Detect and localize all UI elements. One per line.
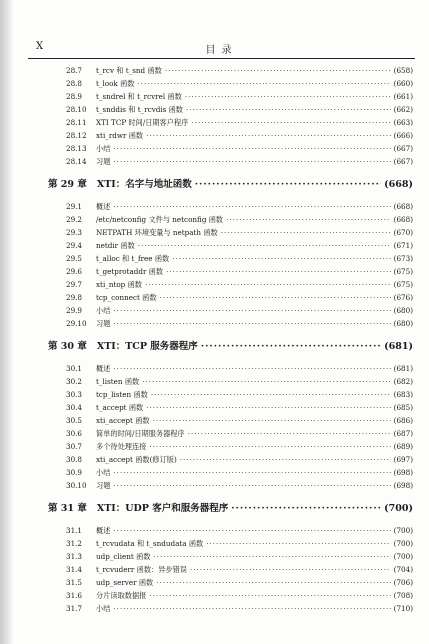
- section-page-ref: (658): [393, 66, 413, 75]
- dot-leader: [156, 576, 390, 589]
- section-title: t_accept 函数: [96, 403, 144, 412]
- section-number: 31.6: [66, 591, 83, 600]
- dot-leader: [137, 77, 390, 90]
- section-title: 习题: [96, 319, 111, 328]
- section-number: 29.3: [66, 228, 83, 237]
- dot-leader: [146, 401, 390, 414]
- dot-leader: [188, 427, 391, 440]
- section-page-ref: (698): [393, 481, 413, 490]
- toc-entry: [28, 252, 413, 265]
- section-number: 30.7: [66, 442, 83, 451]
- section-title: xti_rdwr 函数: [96, 131, 144, 140]
- dot-leader: [145, 278, 391, 291]
- section-title: t_sndrel 和 t_rcvrel 函数: [96, 92, 182, 101]
- dot-leader: [186, 103, 391, 116]
- dot-leader: [166, 265, 391, 278]
- chapter-title: XTI：UDP 客户和服务器程序: [96, 503, 229, 514]
- dot-leader: [149, 440, 390, 453]
- section-number: 31.1: [66, 526, 83, 535]
- dot-leader: [206, 537, 390, 550]
- section-number: 30.2: [66, 377, 83, 386]
- section-title: 多个待处理连接: [96, 442, 147, 451]
- dot-leader: [172, 252, 390, 265]
- dot-leader: [191, 116, 390, 129]
- toc-entry: [28, 414, 413, 427]
- section-number: 28.12: [66, 131, 87, 140]
- dot-leader: [153, 550, 390, 563]
- toc-entry: [28, 213, 413, 226]
- section-page-ref: (675): [393, 267, 413, 276]
- toc-entry: [28, 200, 413, 213]
- section-page-ref: (710): [393, 604, 413, 613]
- dot-leader: [113, 200, 390, 213]
- section-number: 30.10: [66, 481, 87, 490]
- chapter-heading: [28, 174, 413, 196]
- section-page-ref: (660): [393, 79, 413, 88]
- toc-entry: [28, 563, 413, 576]
- toc-entry: [28, 142, 413, 155]
- section-title: NETPATH 环境变量与 netpath 函数: [96, 228, 218, 237]
- toc-entry: [28, 453, 413, 466]
- chapter-number: 第 29 章: [48, 179, 87, 190]
- section-page-ref: (670): [393, 228, 413, 237]
- dot-leader: [153, 414, 391, 427]
- dot-leader: [226, 213, 391, 226]
- header-rule: [28, 58, 415, 59]
- section-title: t_snddis 和 t_rcvdis 函数: [96, 105, 183, 114]
- dot-leader: [113, 362, 390, 375]
- chapter-heading: [28, 336, 413, 358]
- section-number: 30.6: [66, 429, 83, 438]
- toc-entry: [28, 304, 413, 317]
- section-page-ref: (666): [393, 131, 413, 140]
- dot-leader: [113, 524, 390, 537]
- page-title: 目录: [205, 45, 238, 56]
- section-number: 31.7: [66, 604, 83, 613]
- section-title: xti_accept 函数: [96, 416, 150, 425]
- section-number: 28.10: [66, 105, 87, 114]
- section-title: udp_server 函数: [96, 578, 154, 587]
- section-title: 分片读取数据报: [96, 591, 147, 600]
- dot-leader: [151, 388, 391, 401]
- section-number: 31.2: [66, 539, 83, 548]
- toc-entry: [28, 602, 413, 615]
- section-title: 简单的时间/日期服务器程序: [96, 429, 185, 438]
- section-page-ref: (683): [393, 390, 413, 399]
- toc-entry: [28, 129, 413, 142]
- section-title: xti_ntop 函数: [96, 280, 142, 289]
- dot-leader: [160, 291, 391, 304]
- section-number: 28.13: [66, 144, 87, 153]
- section-number: 30.9: [66, 468, 83, 477]
- section-number: 31.5: [66, 578, 83, 587]
- section-number: 29.5: [66, 254, 83, 263]
- section-number: 29.10: [66, 319, 87, 328]
- section-title: 习题: [96, 157, 111, 166]
- section-page-ref: (661): [393, 92, 413, 101]
- section-number: 29.1: [66, 202, 83, 211]
- section-number: 28.11: [66, 118, 87, 127]
- table-of-contents: [28, 64, 413, 615]
- toc-entry: [28, 278, 413, 291]
- section-number: 29.6: [66, 267, 83, 276]
- section-number: 29.4: [66, 241, 83, 250]
- section-number: 31.3: [66, 552, 83, 561]
- section-page-ref: (700): [393, 539, 413, 548]
- section-page-ref: (698): [393, 468, 413, 477]
- section-title: xti_accept 函数(修订版): [96, 455, 177, 464]
- dot-leader: [113, 466, 390, 479]
- section-title: t_rcvudata 和 t_sndudata 函数: [96, 539, 204, 548]
- section-title: t_alloc 和 t_free 函数: [96, 254, 170, 263]
- section-page-ref: (682): [393, 377, 413, 386]
- section-number: 28.14: [66, 157, 87, 166]
- section-number: 30.3: [66, 390, 83, 399]
- toc-entry: [28, 64, 413, 77]
- toc-entry: [28, 226, 413, 239]
- dot-leader: [195, 174, 381, 196]
- dot-leader: [113, 317, 390, 330]
- chapter-page-ref: (681): [384, 341, 413, 352]
- toc-entry: [28, 239, 413, 252]
- section-number: 30.4: [66, 403, 83, 412]
- toc-entry: [28, 90, 413, 103]
- section-page-ref: (668): [393, 202, 413, 211]
- chapter-number: 第 31 章: [48, 503, 87, 514]
- section-page-ref: (667): [393, 157, 413, 166]
- dot-leader: [231, 498, 381, 520]
- page-header: [28, 37, 415, 57]
- section-page-ref: (700): [393, 526, 413, 535]
- toc-entry: [28, 388, 413, 401]
- dot-leader: [201, 336, 381, 358]
- section-title: tcp_listen 函数: [96, 390, 148, 399]
- section-page-ref: (697): [393, 455, 413, 464]
- toc-entry: [28, 576, 413, 589]
- section-title: 小结: [96, 604, 111, 613]
- dot-leader: [165, 64, 391, 77]
- dot-leader: [221, 226, 391, 239]
- page-number: X: [36, 41, 44, 52]
- dot-leader: [113, 479, 390, 492]
- section-title: 概述: [96, 202, 111, 211]
- section-title: 概述: [96, 364, 111, 373]
- toc-entry: [28, 77, 413, 90]
- section-title: 小结: [96, 306, 111, 315]
- chapter-page-ref: (668): [384, 179, 413, 190]
- dot-leader: [180, 453, 391, 466]
- dot-leader: [142, 375, 390, 388]
- section-page-ref: (671): [393, 241, 413, 250]
- binding-shadow: [0, 0, 14, 644]
- dot-leader: [190, 563, 391, 576]
- chapter-heading: [28, 498, 413, 520]
- section-title: udp_client 函数: [96, 552, 151, 561]
- dot-leader: [113, 602, 390, 615]
- chapter-title: XTI：名字与地址函数: [96, 179, 192, 190]
- chapter-title: XTI：TCP 服务器程序: [96, 341, 198, 352]
- section-page-ref: (687): [393, 429, 413, 438]
- section-page-ref: (662): [393, 105, 413, 114]
- toc-entry: [28, 537, 413, 550]
- section-title: 习题: [96, 481, 111, 490]
- section-page-ref: (700): [393, 552, 413, 561]
- section-page-ref: (706): [393, 578, 413, 587]
- section-number: 28.9: [66, 92, 83, 101]
- toc-entry: [28, 291, 413, 304]
- section-page-ref: (676): [393, 293, 413, 302]
- section-title: 小结: [96, 144, 111, 153]
- section-number: 29.8: [66, 293, 83, 302]
- section-number: 30.1: [66, 364, 83, 373]
- section-page-ref: (708): [393, 591, 413, 600]
- dot-leader: [138, 239, 391, 252]
- section-page-ref: (680): [393, 319, 413, 328]
- dot-leader: [149, 589, 390, 602]
- toc-entry: [28, 375, 413, 388]
- section-page-ref: (689): [393, 442, 413, 451]
- section-number: 29.7: [66, 280, 83, 289]
- toc-entry: [28, 103, 413, 116]
- toc-entry: [28, 116, 413, 129]
- toc-entry: [28, 550, 413, 563]
- toc-entry: [28, 466, 413, 479]
- toc-entry: [28, 427, 413, 440]
- section-title: t_listen 函数: [96, 377, 140, 386]
- section-page-ref: (663): [393, 118, 413, 127]
- section-page-ref: (680): [393, 306, 413, 315]
- section-title: netdir 函数: [96, 241, 135, 250]
- section-title: tcp_connect 函数: [96, 293, 157, 302]
- section-number: 28.8: [66, 79, 83, 88]
- section-number: 28.7: [66, 66, 83, 75]
- section-page-ref: (673): [393, 254, 413, 263]
- dot-leader: [113, 142, 390, 155]
- toc-entry: [28, 265, 413, 278]
- toc-entry: [28, 155, 413, 168]
- dot-leader: [185, 90, 391, 103]
- section-page-ref: (685): [393, 403, 413, 412]
- section-title: XTI TCP 时间/日期客户程序: [96, 118, 189, 127]
- section-title: 概述: [96, 526, 111, 535]
- dot-leader: [146, 129, 391, 142]
- toc-entry: [28, 524, 413, 537]
- section-title: t_look 函数: [96, 79, 135, 88]
- section-number: 30.5: [66, 416, 83, 425]
- section-title: t_rcv 和 t_snd 函数: [96, 66, 162, 75]
- toc-entry: [28, 479, 413, 492]
- section-page-ref: (668): [393, 215, 413, 224]
- chapter-page-ref: (700): [384, 503, 413, 514]
- section-page-ref: (686): [393, 416, 413, 425]
- section-title: 小结: [96, 468, 111, 477]
- section-page-ref: (681): [393, 364, 413, 373]
- section-title: /etc/netconfig 文件与 netconfig 函数: [96, 215, 224, 224]
- dot-leader: [113, 304, 390, 317]
- section-number: 31.4: [66, 565, 83, 574]
- section-title: t_getprotaddr 函数: [96, 267, 164, 276]
- toc-entry: [28, 362, 413, 375]
- toc-entry: [28, 440, 413, 453]
- section-number: 29.9: [66, 306, 83, 315]
- section-title: t_rcvuderr 函数：异步错误: [96, 565, 187, 574]
- toc-entry: [28, 317, 413, 330]
- toc-entry: [28, 401, 413, 414]
- section-page-ref: (704): [393, 565, 413, 574]
- dot-leader: [113, 155, 390, 168]
- section-number: 30.8: [66, 455, 83, 464]
- section-page-ref: (667): [393, 144, 413, 153]
- chapter-number: 第 30 章: [48, 341, 87, 352]
- section-page-ref: (675): [393, 280, 413, 289]
- section-number: 29.2: [66, 215, 83, 224]
- toc-entry: [28, 589, 413, 602]
